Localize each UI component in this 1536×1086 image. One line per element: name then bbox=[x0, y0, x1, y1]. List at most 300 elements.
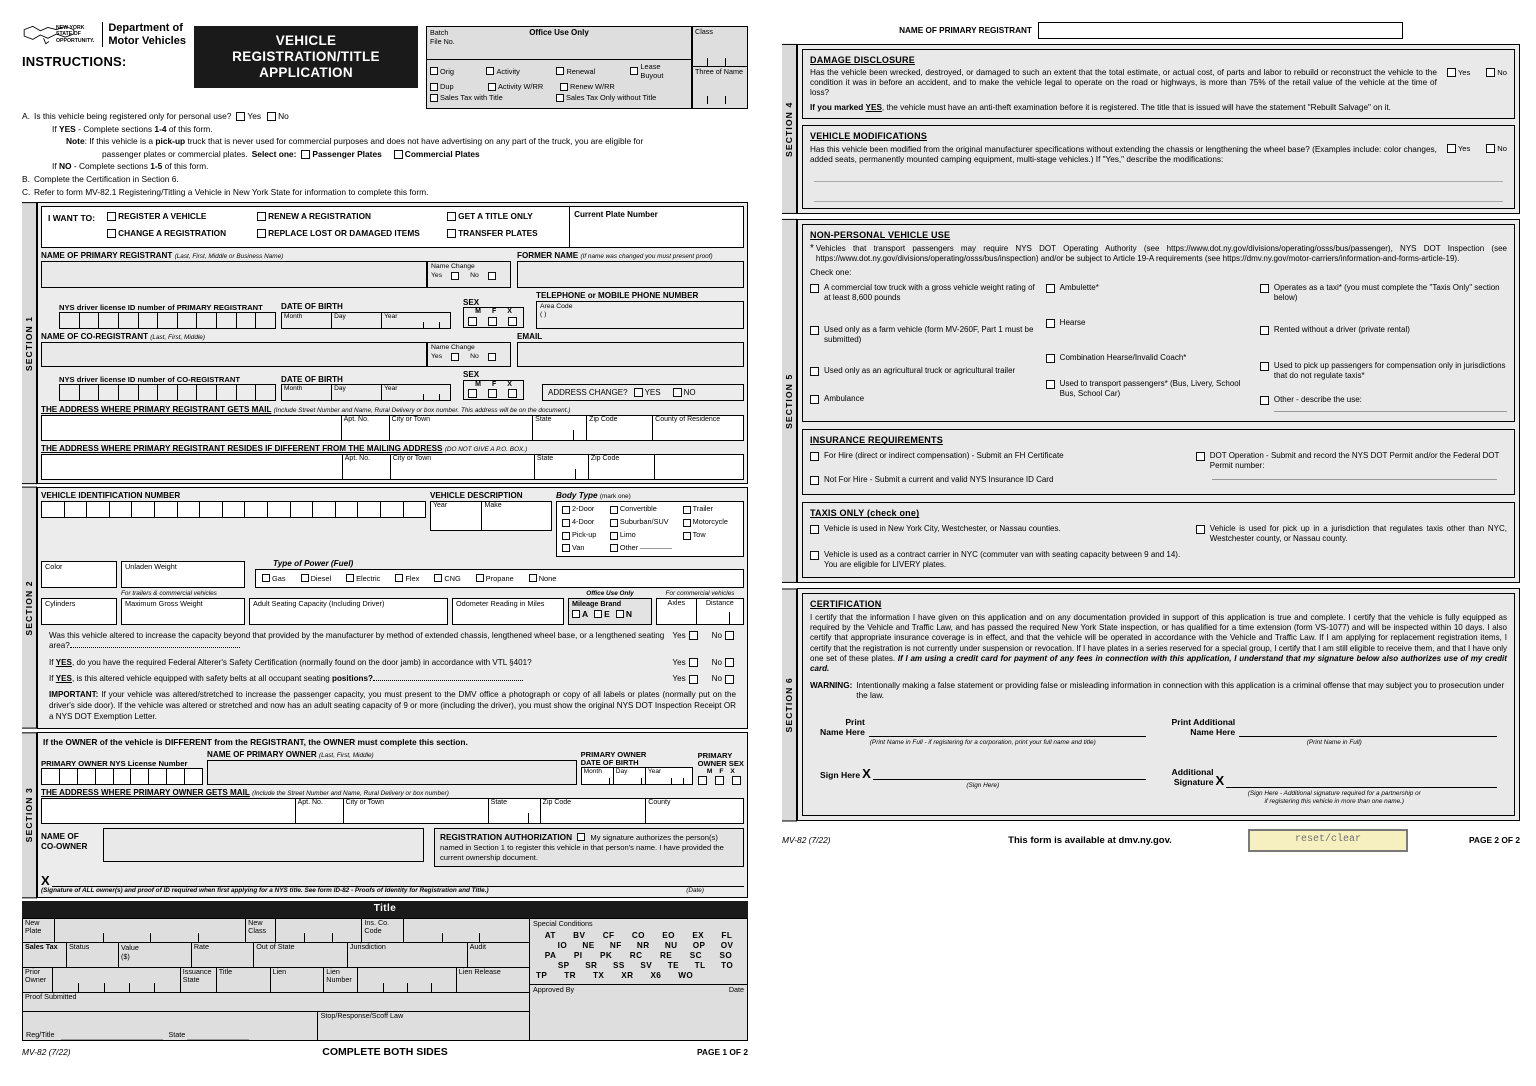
fuel-cng[interactable]: CNG bbox=[434, 574, 460, 583]
phone-input[interactable]: Area Code ( ) bbox=[536, 301, 744, 329]
owner-mail-row bbox=[41, 798, 744, 824]
instr-note-pickup: pick-up bbox=[155, 136, 186, 147]
damage-no[interactable]: No bbox=[1486, 68, 1507, 98]
body-limo[interactable]: Limo bbox=[610, 531, 679, 540]
checkbox-damage-yes[interactable] bbox=[1447, 68, 1456, 77]
fuel-type-label: Type of Power (Fuel) bbox=[273, 558, 354, 568]
checkbox-van[interactable] bbox=[562, 544, 570, 552]
mail-address-hint: (Include Street Number and Name, Rural Delivery or box number. This address will be on the document.) bbox=[273, 407, 571, 415]
name-primary-label: NAME OF PRIMARY REGISTRANT bbox=[41, 251, 173, 261]
instr-note-text1: : If this vehicle is a bbox=[84, 136, 154, 147]
mail-county-input[interactable]: County of Residence bbox=[655, 416, 721, 424]
mileage-brand-group: Mileage Brand A E N bbox=[568, 598, 652, 625]
name-change-primary: Name Change Yes No bbox=[427, 261, 511, 288]
batch-label: Batch bbox=[430, 28, 449, 37]
axles-distance-group bbox=[656, 598, 744, 625]
section-5 bbox=[782, 219, 1520, 583]
checkbox-q2-no[interactable] bbox=[725, 658, 734, 667]
body-2-door[interactable]: 2-Door bbox=[562, 505, 606, 514]
print-additional-hint: (Print Name in Full) bbox=[1306, 739, 1362, 747]
value-cell[interactable]: Value ($) bbox=[119, 943, 192, 967]
owner-zip-input[interactable]: Zip Code bbox=[541, 799, 647, 823]
body-type-hint: (mark one) bbox=[599, 493, 631, 501]
dot-permit-input[interactable] bbox=[1212, 479, 1497, 480]
former-name-input[interactable] bbox=[517, 261, 744, 288]
checkbox-owner-sex-f[interactable] bbox=[715, 776, 724, 785]
signature-input[interactable] bbox=[873, 767, 1146, 780]
owner-county-input[interactable]: County bbox=[648, 799, 671, 807]
checkbox-q3-no[interactable] bbox=[725, 675, 734, 684]
adult-seating-input[interactable]: Adult Seating Capacity (Including Driver) bbox=[249, 598, 448, 625]
mail-state-input[interactable]: State bbox=[533, 416, 587, 440]
vin-label: VEHICLE IDENTIFICATION NUMBER bbox=[41, 491, 181, 501]
checkbox-fuel-diesel[interactable] bbox=[301, 574, 309, 582]
resides-zip-input[interactable]: Zip Code bbox=[589, 455, 655, 479]
body-motorcycle[interactable]: Motorcycle bbox=[683, 518, 738, 527]
owner-dob-input[interactable]: Month Day Year bbox=[581, 767, 693, 785]
checkbox-fuel-gas[interactable] bbox=[262, 574, 270, 582]
npv-other-input[interactable] bbox=[1274, 411, 1507, 412]
form-header bbox=[22, 22, 748, 109]
reset-clear-button[interactable]: reset/clear bbox=[1248, 829, 1408, 851]
checkbox-sex-co-x[interactable] bbox=[508, 389, 517, 398]
taxi-contract-carrier[interactable]: Vehicle is used as a contract carrier in NYC (commuter van with seating capacity between 9 and 14). You are eligible for LIVERY plates. bbox=[810, 550, 1190, 570]
veh-desc-input[interactable]: Year Make bbox=[430, 501, 552, 531]
mods-no[interactable]: No bbox=[1486, 144, 1507, 165]
npv-other[interactable]: Other - describe the use: bbox=[1260, 395, 1507, 405]
npv-ambulance[interactable]: Ambulance bbox=[810, 394, 1036, 404]
fuel-type-group bbox=[255, 569, 744, 588]
option-register-vehicle[interactable]: REGISTER A VEHICLE bbox=[107, 211, 245, 221]
section2-question-2: If YES, do you have the required Federal Alterer's Safety Certification (normally found on the door jamb) in accordance with VTL §401? bbox=[49, 657, 532, 667]
checkbox-damage-no[interactable] bbox=[1486, 68, 1495, 77]
class-box bbox=[692, 26, 748, 109]
body-pick-up[interactable]: Pick-up bbox=[562, 531, 606, 540]
veh-desc-label: VEHICLE DESCRIPTION bbox=[430, 491, 523, 501]
checkbox-activity-wrr[interactable] bbox=[488, 83, 496, 91]
ins-not-for-hire[interactable]: Not For Hire - Submit a current and valid NYS Insurance ID Card bbox=[810, 475, 1190, 485]
new-plate-input[interactable] bbox=[55, 919, 246, 942]
dl-co-input[interactable] bbox=[59, 384, 276, 401]
additional-signature-hint: (Sign Here - Additional signature required for a partnership or if registering this vehicle in more than one name.) bbox=[1247, 789, 1421, 805]
mods-line-2[interactable] bbox=[814, 201, 1503, 202]
option-change-registration[interactable]: CHANGE A REGISTRATION bbox=[107, 228, 245, 238]
body-suburban-suv[interactable]: Suburban/SUV bbox=[610, 518, 679, 527]
section3-header: If the OWNER of the vehicle is DIFFERENT from the REGISTRANT, the OWNER must complete this section. bbox=[43, 736, 468, 747]
phone-label: TELEPHONE or MOBILE PHONE NUMBER bbox=[536, 291, 699, 301]
npv-hearse[interactable]: Hearse bbox=[1046, 318, 1250, 328]
check-one-label: Check one: bbox=[810, 268, 852, 278]
taxis-only-block bbox=[802, 502, 1515, 577]
sex-primary-group: M F X bbox=[463, 307, 524, 328]
dob-co-input[interactable]: Month Day Year bbox=[281, 384, 451, 401]
email-label: EMAIL bbox=[517, 331, 543, 341]
page2-registrant-input[interactable] bbox=[1038, 22, 1403, 39]
checkbox-name-change-co-yes[interactable] bbox=[451, 353, 459, 361]
fuel-propane[interactable]: Propane bbox=[476, 574, 514, 583]
checkbox-title-only[interactable] bbox=[447, 212, 456, 221]
print-name-hint: (Print Name in Full - if registering for a corporation, print your full name and title) bbox=[869, 739, 1096, 747]
sex-co-group: M F X bbox=[463, 380, 524, 401]
page-1-number: PAGE 1 OF 2 bbox=[696, 1046, 748, 1057]
damage-yes[interactable]: Yes bbox=[1447, 68, 1470, 98]
checkbox-owner-sex-x[interactable] bbox=[732, 776, 741, 785]
body-other[interactable]: Other bbox=[610, 544, 679, 553]
npv-ambulette[interactable]: Ambulette* bbox=[1046, 283, 1250, 293]
proof-submitted-cell[interactable]: Proof Submitted bbox=[23, 993, 529, 1012]
approved-by-cell[interactable]: Approved By Date bbox=[530, 984, 747, 1012]
checkbox-mileage-n[interactable] bbox=[616, 610, 624, 618]
checkbox-taxi-other-jurisdiction[interactable] bbox=[1196, 525, 1205, 534]
file-no-label: File No. bbox=[430, 37, 455, 46]
max-gross-weight-input[interactable]: Maximum Gross Weight bbox=[121, 598, 245, 625]
odometer-input[interactable]: Odometer Reading in Miles bbox=[452, 598, 564, 625]
fuel-electric[interactable]: Electric bbox=[346, 574, 380, 583]
checkbox-tow[interactable] bbox=[683, 532, 691, 540]
body-type-group bbox=[556, 501, 744, 557]
form-availability: This form is available at dmv.ny.gov. bbox=[1008, 834, 1172, 846]
option-renew-registration[interactable]: RENEW A REGISTRATION bbox=[257, 211, 435, 221]
additional-signature-cell: Additional Signature X (Sign Here - Additional signature required for a partnership or if registering this vehicle in more than one name.) bbox=[1172, 767, 1498, 806]
checkbox-ins-not-for-hire[interactable] bbox=[810, 476, 819, 485]
npv-taxi[interactable]: Operates as a taxi* (you must complete the "Taxis Only" section below) bbox=[1260, 283, 1507, 303]
checkbox-mods-no[interactable] bbox=[1486, 144, 1495, 153]
checkbox-taxi-nyc[interactable] bbox=[810, 525, 819, 534]
checkbox-name-change-primary-no[interactable] bbox=[488, 272, 496, 280]
special-conditions-label: Special Conditions bbox=[533, 918, 593, 928]
fuel-flex[interactable]: Flex bbox=[395, 574, 419, 583]
page-2-footer bbox=[782, 829, 1520, 851]
new-class-input[interactable] bbox=[276, 919, 362, 942]
npv-transport-passengers[interactable]: Used to transport passengers* (Bus, Livery, School Bus, School Car) bbox=[1046, 379, 1250, 399]
dob-co-label: DATE OF BIRTH bbox=[281, 374, 343, 384]
checkbox-mileage-e[interactable] bbox=[594, 610, 602, 618]
npv-farm-vehicle[interactable]: Used only as a farm vehicle (form MV-260F, Part 1 must be submitted) bbox=[810, 325, 1036, 345]
q3-no[interactable]: No bbox=[712, 674, 736, 684]
checkbox-npv-transport-passengers[interactable] bbox=[1046, 380, 1055, 389]
checkbox-sex-primary-f[interactable] bbox=[488, 317, 497, 326]
body-convertible[interactable]: Convertible bbox=[610, 505, 679, 514]
section-4 bbox=[782, 44, 1520, 214]
option-transfer-plates[interactable]: TRANSFER PLATES bbox=[447, 228, 563, 238]
new-class-label: New Class bbox=[246, 919, 276, 942]
label-passenger-plates: Passenger Plates bbox=[312, 148, 382, 159]
name-primary-input[interactable] bbox=[41, 261, 427, 288]
sales-tax-label: Sales Tax bbox=[23, 943, 67, 967]
checkbox-npv-ambulance[interactable] bbox=[810, 395, 819, 404]
former-name-hint: (If name was changed you must present proof) bbox=[580, 253, 713, 261]
mail-apt-input[interactable]: Apt. No. bbox=[342, 416, 390, 440]
checkbox-fuel-cng[interactable] bbox=[434, 574, 442, 582]
body-tow[interactable]: Tow bbox=[683, 531, 738, 540]
body-van[interactable]: Van bbox=[562, 544, 606, 553]
checkbox-replace-items[interactable] bbox=[257, 229, 266, 238]
q1-yes[interactable]: Yes bbox=[672, 631, 699, 641]
checkbox-fuel-none[interactable] bbox=[529, 574, 537, 582]
resides-city-input[interactable]: City or Town bbox=[391, 455, 535, 479]
vin-input[interactable] bbox=[41, 501, 426, 518]
name-co-input[interactable] bbox=[41, 342, 427, 367]
fuel-gas[interactable]: Gas bbox=[262, 574, 286, 583]
checkbox-q1-no[interactable] bbox=[725, 631, 734, 640]
fuel-diesel[interactable]: Diesel bbox=[301, 574, 332, 583]
dept-line-1: Department of bbox=[108, 22, 183, 34]
color-input[interactable]: Color bbox=[41, 561, 117, 588]
instr-b-label: B. bbox=[22, 174, 30, 185]
checkbox-sex-co-f[interactable] bbox=[488, 389, 497, 398]
checkbox-body-other[interactable] bbox=[610, 544, 618, 552]
current-plate-input[interactable] bbox=[574, 220, 739, 244]
checkbox-change-registration[interactable] bbox=[107, 229, 116, 238]
checkbox-trailer[interactable] bbox=[683, 506, 691, 514]
title-cell[interactable]: Title bbox=[217, 968, 271, 992]
certification-warning: WARNING: Intentionally making a false statement or providing false or misleading information in connection with this application is a criminal offense that may subject you to prosecution under the law. bbox=[810, 680, 1505, 700]
npv-column-1 bbox=[810, 283, 1036, 416]
issuance-state-label: Issuance State bbox=[181, 968, 217, 992]
checkbox-sex-co-m[interactable] bbox=[468, 389, 477, 398]
sign-here-x: X bbox=[862, 765, 871, 781]
rate-cell[interactable]: Rate bbox=[192, 943, 254, 967]
checkbox-sex-primary-m[interactable] bbox=[468, 317, 477, 326]
insurance-requirements-block bbox=[802, 429, 1515, 495]
instr-if-yes: If bbox=[52, 123, 57, 134]
jurisdiction-cell[interactable]: Jurisdiction bbox=[348, 943, 468, 967]
instr-b-text: Complete the Certification in Section 6. bbox=[34, 174, 179, 185]
certification-block bbox=[802, 593, 1515, 816]
checkbox-npv-hearse[interactable] bbox=[1046, 319, 1055, 328]
lien-cell[interactable]: Lien bbox=[271, 968, 325, 992]
mail-zip-input[interactable]: Zip Code bbox=[587, 416, 653, 440]
checkbox-orig[interactable] bbox=[430, 67, 438, 75]
section-6 bbox=[782, 588, 1520, 821]
taxi-nyc-westchester-nassau[interactable]: Vehicle is used in New York City, Westchester, or Nassau counties. bbox=[810, 524, 1190, 534]
checkbox-name-change-co-no[interactable] bbox=[488, 353, 496, 361]
q1-no[interactable]: No bbox=[712, 631, 736, 641]
page-2-number: PAGE 2 OF 2 bbox=[1468, 835, 1520, 846]
form-title-line-2: APPLICATION bbox=[259, 64, 353, 80]
instr-note-text2: truck that is never used for commercial purposes and does not have advertising on any part of the truck, you are eligible for bbox=[187, 136, 644, 147]
lien-number-input[interactable] bbox=[358, 968, 457, 992]
damage-disclosure-block bbox=[802, 49, 1515, 119]
resides-street-input[interactable] bbox=[42, 455, 343, 479]
dob-primary-label: DATE OF BIRTH bbox=[281, 302, 343, 312]
checkbox-personal-use-no[interactable] bbox=[267, 112, 276, 121]
checkbox-npv-ambulette[interactable] bbox=[1046, 284, 1055, 293]
dl-primary-input[interactable] bbox=[59, 312, 276, 329]
checkbox-npv-compensation[interactable] bbox=[1260, 362, 1269, 371]
npv-compensation[interactable]: Used to pick up passengers for compensation only in jurisdictions that do not regulate taxis* bbox=[1260, 361, 1507, 381]
checkbox-npv-rented[interactable] bbox=[1260, 326, 1269, 335]
option-replace-items[interactable]: REPLACE LOST OR DAMAGED ITEMS bbox=[257, 228, 435, 238]
owner-name-input[interactable] bbox=[207, 760, 577, 785]
additional-signature-x: X bbox=[1215, 773, 1225, 789]
owner-mail-hint: (Include the Street Number and Name, Rural Delivery or box number) bbox=[252, 790, 449, 798]
checkbox-taxi-contract-carrier[interactable] bbox=[810, 551, 819, 560]
checkbox-lease-buyout[interactable] bbox=[630, 67, 638, 75]
npv-agricultural[interactable]: Used only as an agricultural truck or agricultural trailer bbox=[810, 366, 1036, 376]
i-want-to-label: I WANT TO: bbox=[48, 213, 96, 224]
lien-release-cell[interactable]: Lien Release bbox=[458, 966, 501, 976]
checkbox-q2-yes[interactable] bbox=[689, 658, 698, 667]
checkbox-convertible[interactable] bbox=[610, 506, 618, 514]
checkbox-name-change-primary-yes[interactable] bbox=[451, 272, 459, 280]
checkbox-owner-sex-m[interactable] bbox=[698, 776, 707, 785]
prior-owner-label: Prior Owner bbox=[23, 968, 53, 992]
instr-yes-bold: YES bbox=[58, 123, 76, 134]
checkbox-limo[interactable] bbox=[610, 532, 618, 540]
dept-line-2: Motor Vehicles bbox=[108, 34, 186, 47]
three-of-name-label: Three of Name bbox=[695, 67, 743, 76]
sex-co-label: SEX bbox=[463, 369, 480, 379]
checkbox-npv-farm-vehicle[interactable] bbox=[810, 326, 819, 335]
checkbox-address-change-yes[interactable] bbox=[634, 388, 643, 397]
print-name-cell: Print Name Here (Print Name in Full - if registering for a corporation, print your full name and title) bbox=[820, 717, 1146, 747]
unladen-weight-input[interactable]: Unladen Weight bbox=[121, 561, 245, 588]
checkbox-passenger-plates[interactable] bbox=[301, 150, 310, 159]
q3-yes[interactable]: Yes bbox=[672, 674, 699, 684]
checkbox-pick-up[interactable] bbox=[562, 532, 570, 540]
checkbox-activity[interactable] bbox=[486, 67, 494, 75]
mail-address-row bbox=[41, 415, 744, 441]
checkbox-2-door[interactable] bbox=[562, 506, 570, 514]
checkbox-mods-yes[interactable] bbox=[1447, 144, 1456, 153]
body-trailer[interactable]: Trailer bbox=[683, 505, 738, 514]
sign-here-hint: (Sign Here) bbox=[966, 782, 1000, 790]
taxi-other-jurisdiction[interactable]: Vehicle is used for pick up in a jurisdiction that regulates taxis other than NYC, Westchester county, or Nassau county. bbox=[1196, 524, 1507, 544]
fuel-none[interactable]: None bbox=[529, 574, 557, 583]
office-use-top-box bbox=[426, 26, 692, 109]
sign-here-cell: Sign Here X (Sign Here) bbox=[820, 767, 1146, 806]
section-2-tab: SECTION 2 bbox=[22, 487, 37, 729]
checkbox-motorcycle[interactable] bbox=[683, 519, 691, 527]
owner-street-input[interactable] bbox=[42, 799, 296, 823]
distance-input[interactable]: Distance bbox=[697, 599, 743, 624]
resides-apt-input[interactable]: Apt. No. bbox=[343, 455, 391, 479]
q2-no[interactable]: No bbox=[712, 658, 736, 668]
cylinders-input[interactable]: Cylinders bbox=[41, 598, 117, 625]
checkbox-4-door[interactable] bbox=[562, 519, 570, 527]
body-4-door[interactable]: 4-Door bbox=[562, 518, 606, 527]
checkbox-fuel-electric[interactable] bbox=[346, 574, 354, 582]
checkbox-registration-authorization[interactable] bbox=[577, 833, 585, 841]
stop-response-cell[interactable]: Stop/Response/Scoff Law bbox=[320, 1010, 404, 1020]
print-additional-name-input[interactable] bbox=[1239, 724, 1497, 737]
logo-ny-text: NEW YORK bbox=[56, 24, 85, 31]
page2-registrant-label: NAME OF PRIMARY REGISTRANT bbox=[899, 25, 1032, 35]
checkbox-sales-tax-with-title[interactable] bbox=[430, 94, 438, 102]
ins-code-input[interactable] bbox=[404, 919, 529, 942]
checkbox-ins-dot-operation[interactable] bbox=[1196, 452, 1205, 461]
label-renew-wrr: Renew W/RR bbox=[570, 82, 615, 92]
checkbox-sales-tax-only[interactable] bbox=[556, 94, 564, 102]
checkbox-renew-wrr[interactable] bbox=[560, 83, 568, 91]
name-primary-hint: (Last, First, Middle or Business Name) bbox=[174, 253, 284, 261]
checkbox-q1-yes[interactable] bbox=[689, 631, 698, 640]
mail-city-input[interactable]: City or Town bbox=[390, 416, 534, 440]
form-title-line-1: VEHICLE REGISTRATION/TITLE bbox=[232, 33, 380, 64]
checkbox-npv-tow-truck[interactable] bbox=[810, 284, 819, 293]
owner-signature-x: X bbox=[41, 872, 50, 888]
mail-street-input[interactable] bbox=[42, 416, 342, 440]
instr-note-text3: passenger plates or commercial plates. bbox=[102, 148, 248, 159]
owner-license-input[interactable] bbox=[41, 768, 203, 785]
owner-apt-input[interactable]: Apt. No. bbox=[296, 799, 344, 823]
npv-tow-truck[interactable]: A commercial tow truck with a gross vehicle weight rating of at least 8,600 pounds bbox=[810, 283, 1036, 303]
checkbox-ins-for-hire[interactable] bbox=[810, 452, 819, 461]
checkbox-sex-primary-x[interactable] bbox=[508, 317, 517, 326]
checkbox-dup[interactable] bbox=[430, 83, 438, 91]
audit-cell[interactable]: Audit bbox=[469, 941, 486, 951]
checkbox-personal-use-yes[interactable] bbox=[236, 112, 245, 121]
checkbox-npv-agricultural[interactable] bbox=[810, 367, 819, 376]
checkbox-fuel-flex[interactable] bbox=[395, 574, 403, 582]
label-commercial-plates: Commercial Plates bbox=[404, 148, 480, 159]
label-activity-wrr: Activity W/RR bbox=[498, 82, 544, 92]
checkbox-suburban-suv[interactable] bbox=[610, 519, 618, 527]
reg-title-cell[interactable]: Reg/Title State bbox=[23, 1012, 318, 1040]
name-co-hint: (Last, First, Middle) bbox=[150, 333, 205, 341]
checkbox-mileage-a[interactable] bbox=[572, 610, 580, 618]
owner-name-hint: (Last, First, Middle) bbox=[319, 752, 374, 760]
instr-of-form-1: of this form. bbox=[168, 123, 213, 134]
i-want-to-box bbox=[41, 206, 744, 248]
status-cell[interactable]: Status bbox=[67, 943, 119, 967]
damage-disclosure-note: If you marked YES, the vehicle must have an anti-theft examination before it is registered. The title that is issued will have the statement "Rebuilt Salvage" on it. bbox=[810, 102, 1391, 112]
email-input[interactable] bbox=[517, 342, 744, 367]
checkbox-transfer-plates[interactable] bbox=[447, 229, 456, 238]
checkbox-register-vehicle[interactable] bbox=[107, 212, 116, 221]
out-of-state-cell[interactable]: Out of State bbox=[254, 943, 348, 967]
checkbox-q3-yes[interactable] bbox=[689, 675, 698, 684]
form-title bbox=[194, 26, 418, 88]
address-change-group: ADDRESS CHANGE? YES NO bbox=[542, 384, 744, 401]
checkbox-address-change-no[interactable] bbox=[673, 388, 682, 397]
checkbox-npv-other[interactable] bbox=[1260, 396, 1269, 405]
instr-note-label: Note bbox=[66, 136, 85, 147]
npv-hearse-invalid-coach[interactable]: Combination Hearse/Invalid Coach* bbox=[1046, 353, 1250, 363]
mods-yes[interactable]: Yes bbox=[1447, 144, 1470, 165]
co-owner-input[interactable] bbox=[103, 828, 424, 862]
mods-line-1[interactable] bbox=[814, 181, 1503, 182]
checkbox-fuel-propane[interactable] bbox=[476, 574, 484, 582]
npv-rented[interactable]: Rented without a driver (private rental) bbox=[1260, 325, 1507, 335]
checkbox-npv-taxi[interactable] bbox=[1260, 284, 1269, 293]
section2-important-note: IMPORTANT: If your vehicle was altered/stretched to increase the passenger capacity, you must present to the DMV office a photograph or copy of all labels or plates (normally put on the driver's side door). If the vehicle was altered or stretched and now has an adult seating capacity of 9 or more (including the driver), you must show the original NYS DOT Inspection Receipt OR a NYS DOT Exemption Letter. bbox=[49, 690, 737, 722]
ins-dot-operation[interactable]: DOT Operation - Submit and record the NYS DOT Permit and/or the Federal DOT Permit number: bbox=[1196, 451, 1507, 471]
resides-address-label: THE ADDRESS WHERE PRIMARY REGISTRANT RESIDES IF DIFFERENT FROM THE MAILING ADDRESS bbox=[41, 444, 443, 454]
dob-primary-input[interactable]: Month Day Year bbox=[281, 312, 451, 329]
print-name-input[interactable] bbox=[869, 724, 1146, 737]
checkbox-npv-hearse-invalid-coach[interactable] bbox=[1046, 354, 1055, 363]
owner-city-input[interactable]: City or Town bbox=[344, 799, 489, 823]
additional-signature-input[interactable] bbox=[1226, 775, 1497, 788]
q2-yes[interactable]: Yes bbox=[672, 658, 699, 668]
checkbox-renewal[interactable] bbox=[556, 67, 564, 75]
resides-state-input[interactable]: State bbox=[535, 455, 589, 479]
owner-state-input[interactable]: State bbox=[489, 799, 541, 823]
logo-state-text: STATE OF bbox=[56, 31, 81, 38]
checkbox-commercial-plates[interactable] bbox=[394, 150, 403, 159]
axles-input[interactable]: Axles bbox=[657, 599, 697, 624]
option-title-only[interactable]: GET A TITLE ONLY bbox=[447, 211, 563, 221]
ins-for-hire[interactable]: For Hire (direct or indirect compensation) - Submit an FH Certificate bbox=[810, 451, 1190, 461]
label-renewal: Renewal bbox=[566, 66, 596, 76]
prior-owner-input[interactable] bbox=[53, 968, 181, 992]
page-2 bbox=[768, 0, 1536, 1086]
section-5-tab: SECTION 5 bbox=[782, 219, 797, 583]
vehicle-modifications-question: Has this vehicle been modified from the original manufacturer specifications without extending the chassis or lengthening the wheel base? (Examples include: color changes, added seats, permanently mounted camping equipment, multi-stage vehicles.) If "Yes," describe the modifications: bbox=[810, 144, 1437, 164]
checkbox-renew-registration[interactable] bbox=[257, 212, 266, 221]
